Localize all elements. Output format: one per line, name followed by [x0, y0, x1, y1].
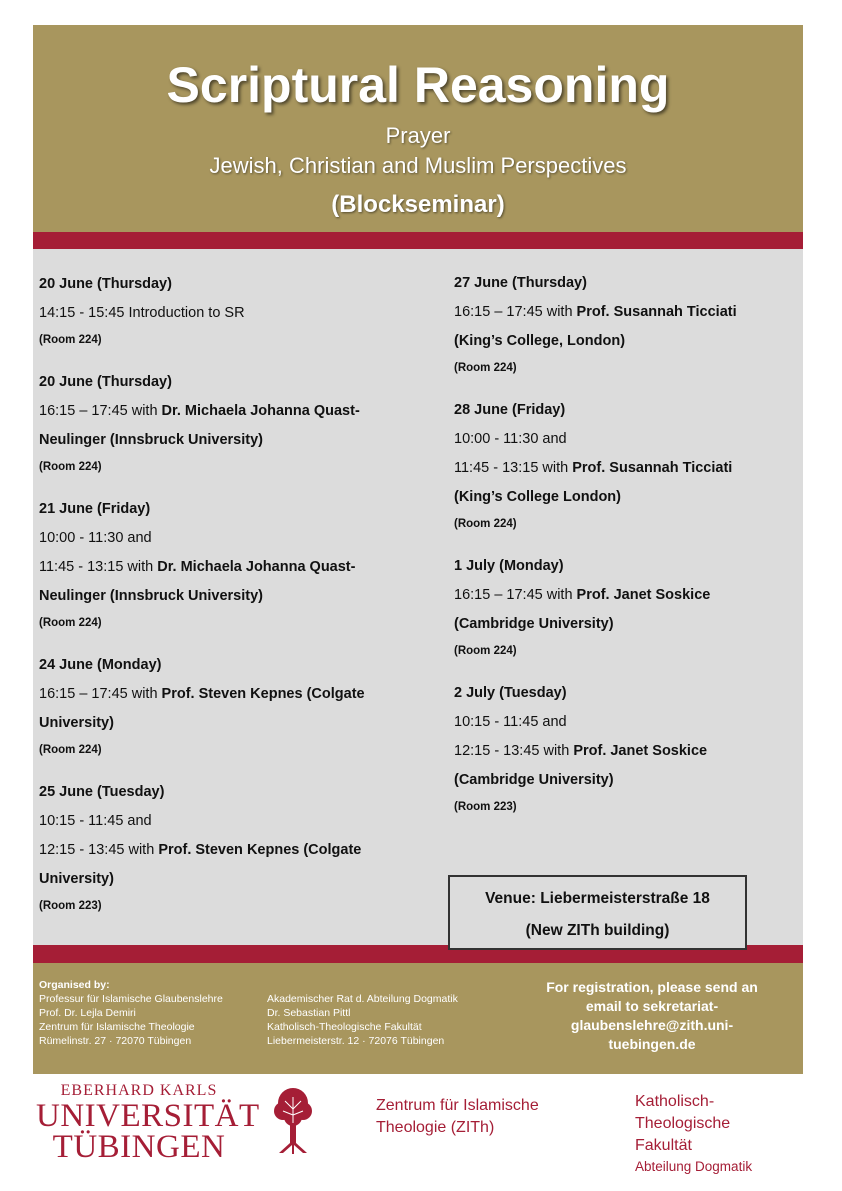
session-line [39, 865, 439, 894]
org2-line: Akademischer Rat d. Abteilung Dogmatik [267, 993, 458, 1005]
org2-line: Dr. Sebastian Pittl [267, 1007, 351, 1019]
faculty-line: Theologische [635, 1115, 731, 1132]
session-speaker: Dr. Michaela Johanna Quast- [157, 559, 356, 575]
session-line [39, 836, 439, 865]
session-time: 16:15 – 17:45 with [454, 587, 577, 603]
session-room: (Room 224) [454, 518, 517, 530]
session-speaker: (King’s College, London) [454, 333, 626, 349]
session-time: 12:15 - 13:45 with [39, 842, 159, 858]
poster [33, 25, 803, 1074]
page-title: Scriptural Reasoning [166, 57, 670, 113]
session-date: 27 June (Thursday) [454, 275, 587, 291]
session-room: (Room 223) [454, 801, 517, 813]
org1-line: Zentrum für Islamische Theologie [39, 1021, 195, 1033]
session-line [454, 454, 799, 483]
session-date: 21 June (Friday) [39, 501, 151, 517]
session-line [454, 737, 799, 766]
session-time: 11:45 - 13:15 with [39, 559, 158, 575]
registration-line: glaubenslehre@zith.uni- [570, 1017, 734, 1033]
zith-line: Zentrum für Islamische [376, 1097, 539, 1114]
schedule-section [33, 249, 803, 945]
header-banner [33, 25, 803, 232]
session-date: 24 June (Monday) [39, 657, 162, 673]
session-line [39, 582, 439, 611]
session-line [454, 327, 799, 356]
org2-line: Katholisch-Theologische Fakultät [267, 1021, 422, 1033]
session-speaker: University) [39, 871, 114, 887]
venue-building: (New ZITh building) [525, 922, 670, 939]
venue-box [448, 875, 747, 950]
schedule-entry [39, 368, 439, 479]
session-speaker: (Cambridge University) [454, 616, 614, 632]
faculty-logo-text [635, 1091, 752, 1177]
schedule-column-right [454, 249, 799, 835]
session-speaker: Neulinger (Innsbruck University) [39, 588, 263, 604]
session-date: 20 June (Thursday) [39, 276, 172, 292]
tree-icon [273, 1085, 313, 1155]
session-room: (Room 223) [39, 900, 102, 912]
session-time: 11:45 - 13:15 with [454, 460, 573, 476]
footer-banner [33, 963, 803, 1074]
zith-line: Theologie (ZITh) [376, 1119, 495, 1136]
schedule-entry [454, 269, 799, 380]
session-line [454, 298, 799, 327]
schedule-entry [454, 396, 799, 536]
session-speaker: (Cambridge University) [454, 772, 614, 788]
session-room: (Room 224) [39, 334, 102, 346]
schedule-entry [39, 778, 439, 918]
university-logo [36, 1082, 260, 1165]
schedule-entry [39, 651, 439, 762]
faculty-line: Katholisch- [635, 1093, 715, 1110]
session-line [39, 397, 439, 426]
session-speaker: Prof. Susannah Ticciati [572, 460, 733, 476]
session-line [39, 680, 439, 709]
org1-line: Professur für Islamische Glaubenslehre [39, 993, 223, 1005]
session-line [454, 483, 799, 512]
session-time: 16:15 – 17:45 with [454, 304, 577, 320]
session-line [39, 807, 439, 836]
session-line [39, 426, 439, 455]
logo-row [0, 1075, 842, 1191]
zith-logo-text [376, 1095, 539, 1139]
session-time: 12:15 - 13:45 with [454, 743, 574, 759]
divider-top [33, 232, 803, 249]
session-date: 28 June (Friday) [454, 402, 566, 418]
session-line [454, 708, 799, 737]
org1-line: Prof. Dr. Lejla Demiri [39, 1007, 136, 1019]
session-date: 2 July (Tuesday) [454, 685, 567, 701]
schedule-entry [454, 679, 799, 819]
session-room: (Room 224) [454, 645, 517, 657]
session-speaker: University) [39, 715, 114, 731]
session-time: 16:15 – 17:45 with [39, 403, 162, 419]
subtitle-perspectives: Jewish, Christian and Muslim Perspectives [209, 153, 627, 178]
university-logo-line3: TÜBINGEN [52, 1129, 226, 1165]
venue-address: Venue: Liebermeisterstraße 18 [485, 890, 710, 907]
session-room: (Room 224) [39, 617, 102, 629]
session-time: 16:15 – 17:45 with [39, 686, 162, 702]
subtitle-topic: Prayer [385, 123, 451, 148]
session-speaker: (King’s College London) [454, 489, 621, 505]
organiser-block-2 [267, 992, 458, 1048]
session-time: 10:00 - 11:30 and [39, 530, 152, 546]
subtitle-format: (Blockseminar) [331, 191, 505, 218]
session-room: (Room 224) [39, 744, 102, 756]
session-speaker: Prof. Janet Soskice [573, 743, 708, 759]
schedule-entry [39, 270, 439, 352]
session-speaker: Neulinger (Innsbruck University) [39, 432, 263, 448]
session-line [39, 553, 439, 582]
session-speaker: Prof. Susannah Ticciati [576, 304, 737, 320]
session-date: 20 June (Thursday) [39, 374, 172, 390]
session-speaker: Prof. Janet Soskice [576, 587, 711, 603]
org2-line: Liebermeisterstr. 12 · 72076 Tübingen [267, 1035, 445, 1047]
session-line [454, 581, 799, 610]
schedule-entry [39, 495, 439, 635]
university-logo-line1: EBERHARD KARLS [60, 1082, 218, 1099]
session-time: 10:15 - 11:45 and [454, 714, 567, 730]
session-time: 14:15 - 15:45 Introduction to SR [39, 305, 245, 321]
session-line [454, 610, 799, 639]
organised-label: Organised by: [39, 979, 110, 991]
university-logo-line2: UNIVERSITÄT [36, 1098, 260, 1134]
session-time: 10:00 - 11:30 and [454, 431, 567, 447]
session-date: 1 July (Monday) [454, 558, 564, 574]
schedule-entry [454, 552, 799, 663]
registration-line: tuebingen.de [608, 1036, 696, 1052]
registration-line: For registration, please send an [546, 979, 758, 995]
session-line [39, 709, 439, 738]
session-line [454, 766, 799, 795]
session-speaker: Prof. Steven Kepnes (Colgate [161, 686, 365, 702]
session-line [39, 524, 439, 553]
session-speaker: Dr. Michaela Johanna Quast- [161, 403, 360, 419]
session-speaker: Prof. Steven Kepnes (Colgate [158, 842, 362, 858]
session-date: 25 June (Tuesday) [39, 784, 165, 800]
session-room: (Room 224) [454, 362, 517, 374]
faculty-line: Fakultät [635, 1137, 692, 1154]
organiser-block-1 [39, 978, 223, 1048]
registration-note [511, 978, 793, 1054]
session-line [39, 299, 439, 328]
schedule-column-left [39, 249, 439, 934]
session-line [454, 425, 799, 454]
session-room: (Room 224) [39, 461, 102, 473]
org1-line: Rümelinstr. 27 · 72070 Tübingen [39, 1035, 192, 1047]
session-time: 10:15 - 11:45 and [39, 813, 152, 829]
registration-line: email to sekretariat- [585, 998, 719, 1014]
faculty-department: Abteilung Dogmatik [635, 1159, 753, 1174]
